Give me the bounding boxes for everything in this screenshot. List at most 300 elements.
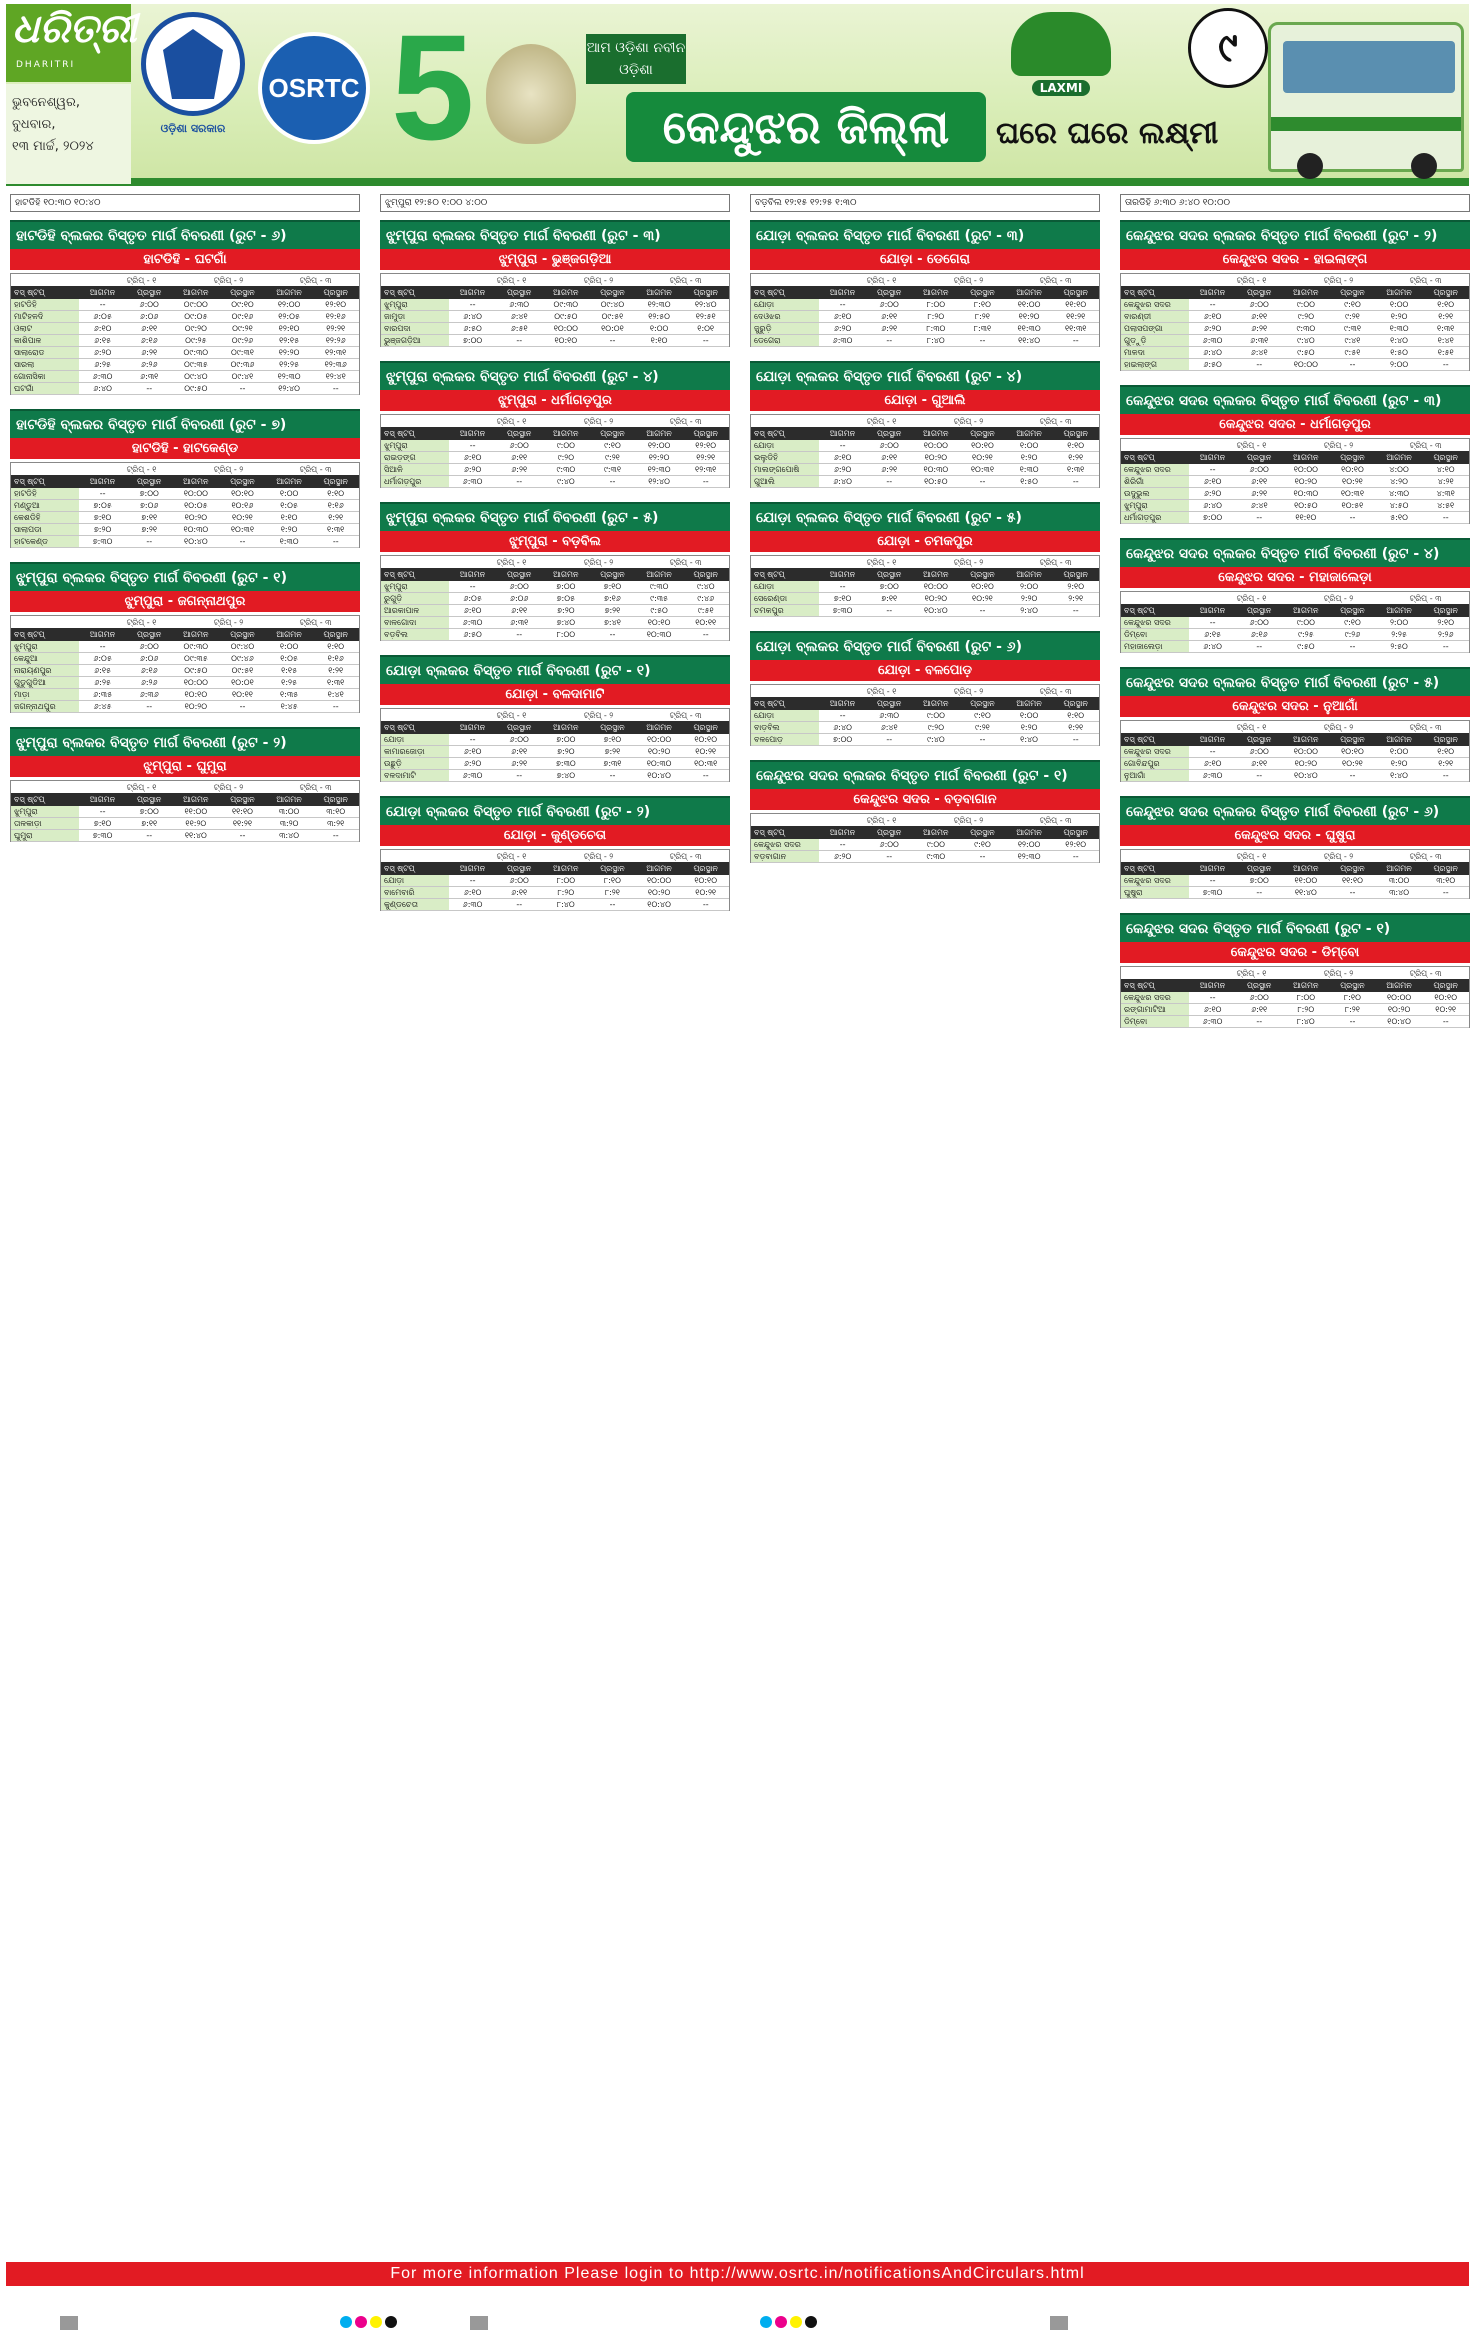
route-section	[1120, 538, 1470, 653]
time-cell: ୬:୧୦	[463, 747, 482, 756]
time-cell: ୭:୧୬	[604, 594, 621, 603]
time-cell: ୯:୪୧	[1344, 336, 1361, 345]
time-cell: --	[146, 702, 153, 711]
time-cell: --	[99, 807, 106, 816]
time-cell: --	[332, 384, 339, 393]
table-row	[751, 710, 1099, 722]
time-cell: ୦୯:୨୧	[232, 324, 253, 333]
time-cell: --	[146, 537, 153, 546]
trip-label: ଟ୍ରିପ୍ - ୩	[669, 711, 702, 720]
time-cell: --	[1442, 1017, 1449, 1026]
time-cell: ୬:୩୫	[93, 690, 113, 699]
time-cell: ୦୯:୧୦	[231, 300, 254, 309]
schedule-table	[750, 555, 1100, 617]
osrtc-logo: OSRTC	[258, 32, 370, 144]
stop-name: ବାମେବାରି	[381, 887, 449, 898]
route-section	[750, 220, 1100, 347]
column-header-row	[11, 475, 359, 488]
time-cell: ୨:୦୦	[1019, 582, 1039, 591]
trip-label: ଟ୍ରିପ୍ - ୨	[583, 417, 614, 426]
color-dot	[805, 2316, 817, 2328]
time-cell: --	[332, 537, 339, 546]
time-cell: ୧:୦୦	[1019, 711, 1039, 720]
trip-spacer	[11, 463, 98, 475]
time-cell: ୧:୨୧	[328, 513, 344, 522]
time-cell: ୬:୨୦	[833, 852, 852, 861]
time-cell: ୮:୨୦	[557, 888, 575, 897]
stop-name: ହାଟକେଣ୍ଡ	[11, 536, 79, 547]
time-cell: ୮:୧୦	[604, 876, 621, 885]
time-cell: ୬:୦୦	[509, 735, 529, 744]
departure-header: ପ୍ରସ୍ଥାନ	[1340, 864, 1365, 873]
stop-name: ଗୋବିନ୍ଦପୁର	[1121, 758, 1189, 769]
time-cell: ୧୨:୧୦	[325, 300, 347, 309]
stop-header: ବସ୍ ଷ୍ଟପ୍	[14, 795, 45, 804]
time-cell: ୧୦:୩୦	[646, 759, 672, 768]
time-cell: ୨:୧୦	[1437, 618, 1455, 627]
time-cell: ୧୦:୧୦	[694, 876, 718, 885]
route-section	[380, 502, 730, 641]
continued-table-row: ତାରଡିହି ୬:୩୦ ୬:୪୦ ୧୦:୦୦	[1120, 194, 1470, 212]
time-cell: ୦୯:୫୧	[231, 666, 254, 675]
newspaper-header	[6, 4, 1469, 186]
stop-name: ରାଇଡ଼ଙ୍ଗ	[381, 452, 449, 463]
arrival-header: ଆଗମନ	[1199, 981, 1226, 990]
stop-name: ସାଲାପଡା	[11, 524, 79, 535]
departure-header: ପ୍ରସ୍ଥାନ	[230, 288, 255, 297]
table-row	[11, 701, 359, 713]
time-cell: ୧୨:୦୦	[1017, 840, 1041, 849]
time-cell: ୧:୩୧	[327, 525, 345, 534]
time-cell: ୦୯:୪୦	[230, 642, 255, 651]
stop-name: ବଡ଼ବାଗାନ	[751, 851, 819, 862]
time-cell: ୭:୦୦	[139, 489, 159, 498]
schedule-table	[1120, 849, 1470, 899]
route-title: କେନ୍ଦୁଝର ସଦର ବ୍ଲକର ବିସ୍ତୃତ ମାର୍ଗ ବିବରଣୀ (ରୁଟ - ୪)	[1120, 538, 1470, 567]
time-cell: ୬:୦୫	[93, 654, 112, 663]
time-cell: --	[239, 384, 246, 393]
time-cell: --	[146, 831, 153, 840]
time-cell: ୬:୦୦	[1249, 300, 1269, 309]
schedule-table	[1120, 273, 1470, 371]
time-cell: ୭:୦୬	[139, 501, 159, 510]
stop-name: ଓଲାଟ	[11, 323, 79, 334]
schedule-table	[380, 708, 730, 782]
time-cell: ୭:୩୦	[1202, 888, 1223, 897]
time-cell: ୧୧:୨୧	[232, 819, 253, 828]
time-cell: ୧୨:୪୦	[648, 477, 670, 486]
time-cell: ୭:୪୦	[556, 771, 576, 780]
time-cell: ୧୨:୨୦	[648, 453, 670, 462]
stop-name: ଧର୍ମାଗଡ଼ପୁର	[1121, 512, 1189, 523]
time-cell: ୬:୧୧	[511, 747, 528, 756]
time-cell: ୧:୨୦	[1390, 759, 1408, 768]
trip-label: ଟ୍ରିପ୍ - ୩	[1039, 276, 1072, 285]
arrival-header: ଆଗମନ	[923, 288, 949, 297]
time-cell: --	[99, 642, 106, 651]
time-cell: ୬:୪୦	[93, 384, 112, 393]
table-row	[1121, 770, 1469, 782]
time-cell: ୯:୦୦	[926, 840, 945, 849]
departure-header: ପ୍ରସ୍ଥାନ	[230, 630, 255, 639]
route-title: କେନ୍ଦୁଝର ସଦର ବ୍ଲକର ବିସ୍ତୃତ ମାର୍ଗ ବିବରଣୀ (ରୁଟ - ୬)	[1120, 796, 1470, 825]
time-cell: ୬:୩୬	[139, 690, 159, 699]
table-row	[11, 536, 359, 548]
time-cell: ୬:୫୧	[510, 324, 528, 333]
trip-header-row	[11, 780, 359, 793]
departure-header: ପ୍ରସ୍ଥାନ	[136, 477, 162, 486]
time-cell: ୬:୫୦	[1203, 360, 1222, 369]
departure-header: ପ୍ରସ୍ଥାନ	[1063, 828, 1088, 837]
time-cell: ୧:୦୦	[279, 642, 299, 651]
departure-header: ପ୍ରସ୍ଥାନ	[136, 795, 162, 804]
trip-header-row	[751, 414, 1099, 427]
time-cell: --	[979, 336, 986, 345]
time-cell: ୬:୦୦	[139, 642, 159, 651]
trip-header-row	[1121, 438, 1469, 451]
trip-spacer	[1121, 274, 1208, 286]
column-header-row	[1121, 862, 1469, 875]
time-cell: ୬:୪୦	[1203, 501, 1222, 510]
table-row	[11, 806, 359, 818]
time-cell: ୧:୧୦	[327, 489, 345, 498]
time-cell: --	[1072, 852, 1079, 861]
time-cell: ୧:୨୧	[1068, 723, 1084, 732]
trip-header-row	[1121, 591, 1469, 604]
arrival-header: ଆଗମନ	[1293, 288, 1319, 297]
arrival-header: ଆଗମନ	[459, 288, 486, 297]
time-cell: ୮:୪୦	[1296, 1017, 1315, 1026]
time-cell: --	[239, 537, 246, 546]
time-cell: ୬:୦୦	[509, 876, 529, 885]
time-cell: ୪:୩୦	[1389, 489, 1410, 498]
departure-header: ପ୍ରସ୍ଥାନ	[600, 864, 625, 873]
arrival-header: ଆଗମନ	[923, 828, 949, 837]
schedule-table	[10, 615, 360, 713]
time-cell: ୧:୧୦	[280, 513, 298, 522]
trip-label: ଟ୍ରିପ୍ - ୩	[1409, 594, 1442, 603]
time-cell: ୧୨:୩୦	[647, 300, 671, 309]
time-cell: ୦୯:୩୦	[183, 642, 209, 651]
table-row	[751, 839, 1099, 851]
time-cell: ୭:୨୦	[93, 525, 112, 534]
time-cell: ୮:୨୦	[927, 312, 945, 321]
table-row	[751, 581, 1099, 593]
time-cell: ୧୨:୦୦	[277, 300, 301, 309]
time-cell: ୧:୧୦	[1067, 441, 1085, 450]
arrival-header: ଆଗମନ	[1386, 864, 1412, 873]
table-row	[1121, 617, 1469, 629]
time-cell: --	[1072, 336, 1079, 345]
time-cell: ୬:୨୧	[511, 759, 528, 768]
time-cell: ୧୧:୩୧	[1064, 324, 1087, 333]
time-cell: --	[702, 477, 709, 486]
color-dot	[775, 2316, 787, 2328]
time-cell: ୧୧:୪୦	[1294, 888, 1317, 897]
trip-label: ଟ୍ରିପ୍ - ୨	[583, 276, 614, 285]
five-t-logo: 5	[391, 3, 475, 171]
stop-name: ଘୁଷୁରା	[1121, 887, 1189, 898]
registration-mark	[340, 2316, 397, 2328]
arrival-header: ଆଗମନ	[1386, 453, 1412, 462]
time-cell: ୯:୩୧	[603, 465, 622, 474]
departure-header: ପ୍ରସ୍ଥାନ	[1246, 864, 1272, 873]
route-section	[380, 796, 730, 911]
route-title: ଯୋଡ଼ା ବ୍ଲକର ବିସ୍ତୃତ ମାର୍ଗ ବିବରଣୀ (ରୁଟ - ୧)	[380, 655, 730, 684]
time-cell: ୬:୩୦	[1202, 771, 1223, 780]
footer-info-link[interactable]: For more information Please login to http://www.osrtc.in/notificationsAndCirculars.html	[6, 2262, 1469, 2286]
stop-header: ବସ୍ ଷ୍ଟପ୍	[754, 828, 785, 837]
time-cell: ୧୦:୫୦	[1294, 501, 1318, 510]
trip-label: ଟ୍ରିପ୍ - ୩	[1409, 723, 1442, 732]
time-cell: ୧୦:୧୦	[554, 336, 578, 345]
time-cell: ୧୦:୨୦	[924, 453, 948, 462]
trip-label: ଟ୍ରିପ୍ - ୩	[1039, 417, 1072, 426]
time-cell: ୬:୩୦	[462, 900, 483, 909]
time-cell: ୬:୧୬	[140, 666, 158, 675]
time-cell: ୯:୪୦	[1297, 336, 1315, 345]
stop-name: ରୁଗୁଡ଼ି	[381, 593, 449, 604]
arrival-header: ଆଗମନ	[89, 630, 116, 639]
time-cell: ୧୧:୦୦	[1017, 300, 1041, 309]
time-cell: ୦୯:୧୬	[231, 312, 254, 321]
departure-header: ପ୍ରସ୍ଥାନ	[1340, 981, 1365, 990]
column-header-row	[751, 568, 1099, 581]
route-endpoints: ଝୁମ୍ପୁରା - ବଡ଼ବିଲ	[380, 531, 730, 552]
trip-label: ଟ୍ରିପ୍ - ୩	[1039, 687, 1072, 696]
time-cell: ୯:୨୧	[975, 723, 990, 732]
time-cell: ୦୯:୩୦	[183, 348, 209, 357]
schedule-table	[380, 414, 730, 488]
table-row	[1121, 992, 1469, 1004]
time-cell: ୦୯:୪୧	[231, 372, 254, 381]
time-cell: ୯:୦୦	[556, 441, 575, 450]
stop-name: ହାଇଲାଙ୍ଗ	[1121, 359, 1189, 370]
time-cell: ୩:୧୦	[1436, 876, 1456, 885]
time-cell: ୬:୨୬	[140, 360, 158, 369]
time-cell: ୭:୦୦	[832, 735, 853, 744]
gray-square	[60, 2316, 78, 2330]
stop-header: ବସ୍ ଷ୍ଟପ୍	[1124, 453, 1155, 462]
table-row	[381, 311, 729, 323]
time-cell: ୬:୨୦	[93, 348, 112, 357]
schedule-table	[750, 684, 1100, 746]
time-cell: --	[1209, 993, 1216, 1002]
stop-name: ମାଟିହଳଦି	[11, 311, 79, 322]
route-title: କେନ୍ଦୁଝର ସଦର ବ୍ଲକର ବିସ୍ତୃତ ମାର୍ଗ ବିବରଣୀ (ରୁଟ - ୧)	[750, 760, 1100, 789]
time-cell: ୮:୧୦	[1344, 993, 1361, 1002]
registration-mark	[470, 2316, 488, 2330]
column-header-row	[11, 793, 359, 806]
trip-header-row	[1121, 720, 1469, 733]
trip-label: ଟ୍ରିପ୍ - ୩	[1409, 852, 1442, 861]
table-row	[381, 887, 729, 899]
time-cell: ୬:୧୫	[94, 336, 112, 345]
stop-name: ଜୁରୁଡ଼ି	[751, 323, 819, 334]
stop-name: ବଳପୋଡ଼	[751, 734, 819, 745]
time-cell: --	[469, 735, 476, 744]
arrival-header: ଆଗମନ	[646, 288, 672, 297]
route-endpoints: ଯୋଡ଼ା - ଚମକପୁର	[750, 531, 1100, 552]
time-cell: ୭:୧୧	[881, 594, 898, 603]
departure-header: ପ୍ରସ୍ଥାନ	[323, 795, 348, 804]
arrival-header: ଆଗମନ	[553, 570, 579, 579]
time-cell: ୯:୦୦	[926, 711, 945, 720]
stop-name: ବାଳଗୋଦା	[381, 617, 449, 628]
stop-name: କେନ୍ଦୁଆ	[11, 653, 79, 664]
departure-header: ପ୍ରସ୍ଥାନ	[876, 699, 902, 708]
time-cell: ୦୯:୦୫	[184, 312, 208, 321]
stop-name: କେନ୍ଦୁଝର ସଦର	[1121, 992, 1189, 1003]
departure-header: ପ୍ରସ୍ଥାନ	[970, 828, 995, 837]
time-cell: ୧୨:୨୧	[696, 453, 716, 462]
time-cell: ୬:୧୦	[1203, 759, 1222, 768]
time-cell: ୧:୪୦	[1390, 336, 1408, 345]
time-cell: ୧୨:୦୫	[278, 312, 300, 321]
stop-name: ଆରକାପାଳ	[381, 605, 449, 616]
trip-header-row	[1121, 273, 1469, 286]
time-cell: ୮:୨୦	[1297, 1005, 1315, 1014]
masthead-title: ଧରିତ୍ରୀ	[12, 6, 137, 52]
table-row	[11, 323, 359, 335]
time-cell: ୬:୧୧	[1251, 1005, 1268, 1014]
time-cell: ୯:୩୧	[1343, 324, 1362, 333]
time-cell: ୬:୩୦	[879, 711, 900, 720]
arrival-header: ଆଗମନ	[183, 630, 209, 639]
time-cell: ୬:୧୧	[881, 453, 898, 462]
time-cell: ୦୯:୩୬	[230, 360, 255, 369]
time-cell: ୧୨:୨୫	[279, 360, 299, 369]
time-cell: ୧୦:୦୦	[1386, 993, 1412, 1002]
time-cell: --	[886, 852, 893, 861]
gray-square	[470, 2316, 488, 2330]
continued-table-row: ବଡ଼ବିଲ ୧୨:୧୫ ୧୨:୨୫ ୧:୩୦	[750, 194, 1100, 212]
trip-label: ଟ୍ରିପ୍ - ୧	[1236, 441, 1267, 450]
time-cell: ୬:୩୦	[509, 300, 530, 309]
table-row	[1121, 875, 1469, 887]
trip-label: ଟ୍ରିପ୍ - ୧	[1236, 594, 1267, 603]
time-cell: ୬:୧୫	[1204, 630, 1222, 639]
time-cell: ୬:୦୦	[509, 441, 529, 450]
color-dot	[790, 2316, 802, 2328]
time-cell: ୧୨:୧୦	[278, 324, 300, 333]
stop-name: ଯୋଡ଼ା	[381, 734, 449, 745]
stop-name: ଝୁମ୍ପୁରା	[381, 581, 449, 592]
timetable-column-2	[380, 194, 730, 2259]
gray-square	[1050, 2316, 1068, 2330]
stop-name: ଗୁଡୁଗୁଡିଆ	[11, 677, 79, 688]
trip-spacer	[751, 274, 838, 286]
arrival-header: ଆଗମନ	[923, 699, 949, 708]
trip-label: ଟ୍ରିପ୍ - ୨	[213, 276, 244, 285]
departure-header: ପ୍ରସ୍ଥାନ	[323, 288, 348, 297]
trip-label: ଟ୍ରିପ୍ - ୧	[866, 417, 897, 426]
arrival-header: ଆଗମନ	[923, 429, 949, 438]
table-row	[751, 299, 1099, 311]
time-cell: ୧୦:୦୧	[601, 324, 624, 333]
time-cell: ୬:୧୦	[833, 453, 852, 462]
table-row	[381, 629, 729, 641]
time-cell: ୬:୦୫	[93, 312, 112, 321]
time-cell: ୧:୧୦	[327, 642, 345, 651]
time-cell: ୦୯:୩୫	[183, 654, 208, 663]
departure-header: ପ୍ରସ୍ଥାନ	[1340, 288, 1365, 297]
time-cell: ୯:୧୦	[1344, 618, 1361, 627]
departure-header: ପ୍ରସ୍ଥାନ	[136, 288, 162, 297]
time-cell: ୭:୧୦	[603, 735, 622, 744]
stop-name: ବାରଣ୍ଡୀ	[1121, 311, 1189, 322]
trip-label: ଟ୍ରିପ୍ - ୩	[1409, 441, 1442, 450]
trip-label: ଟ୍ରିପ୍ - ୧	[496, 852, 527, 861]
time-cell: ୧:୦୦	[1389, 747, 1409, 756]
table-row	[751, 605, 1099, 617]
time-cell: ୧୦:୪୦	[647, 771, 671, 780]
time-cell: ୬:୧୦	[1203, 312, 1222, 321]
departure-header: ପ୍ରସ୍ଥାନ	[693, 288, 718, 297]
route-title: ଯୋଡ଼ା ବ୍ଲକର ବିସ୍ତୃତ ମାର୍ଗ ବିବରଣୀ (ରୁଟ - ୬)	[750, 631, 1100, 660]
time-cell: ୬:୦୬	[139, 654, 159, 663]
arrival-header: ଆଗମନ	[276, 288, 302, 297]
time-cell: ୧୧:୦୦	[184, 807, 208, 816]
time-cell: ୯:୫୦	[1297, 348, 1315, 357]
time-cell: ୧:୧୦	[1437, 300, 1455, 309]
time-cell: ୩:୪୦	[1389, 888, 1410, 897]
departure-header: ପ୍ରସ୍ଥାନ	[693, 570, 718, 579]
time-cell: ୬:୨୧	[881, 465, 898, 474]
departure-header: ପ୍ରସ୍ଥାନ	[323, 630, 348, 639]
route-endpoints: ଝୁମ୍ପୁରା - ଭୁଞ୍ଜଗଡ଼ିଆ	[380, 249, 730, 270]
stop-name: ଗୁଆଲି	[751, 476, 819, 487]
table-row	[381, 581, 729, 593]
time-cell: ୧୨:୩୦	[277, 372, 301, 381]
time-cell: ୧:୨୧	[1068, 453, 1084, 462]
schedule-table	[750, 414, 1100, 488]
trip-spacer	[381, 850, 468, 862]
arrival-header: ଆଗମନ	[1016, 570, 1042, 579]
time-cell: ୧୨:୩୧	[695, 465, 717, 474]
time-cell: ୦୯:୪୦	[600, 300, 625, 309]
route-title: ଝୁମ୍ପୁରା ବ୍ଲକର ବିସ୍ତୃତ ମାର୍ଗ ବିବରଣୀ (ରୁଟ - ୩)	[380, 220, 730, 249]
time-cell: ୧୦:୨୧	[1342, 759, 1363, 768]
time-cell: --	[839, 840, 846, 849]
route-endpoints: ଯୋଡ଼ା - ବଳଦାମାଟି	[380, 684, 730, 705]
table-row	[1121, 500, 1469, 512]
trip-spacer	[11, 274, 98, 286]
arrival-header: ଆଗମନ	[553, 288, 579, 297]
time-cell: --	[1209, 300, 1216, 309]
color-dot	[370, 2316, 382, 2328]
time-cell: ୬:୪୫	[93, 702, 112, 711]
time-cell: ୧୦:୩୦	[183, 525, 209, 534]
time-cell: ୧:୫୦	[1020, 477, 1038, 486]
stop-header: ବସ୍ ଷ୍ଟପ୍	[14, 477, 45, 486]
table-row	[381, 605, 729, 617]
time-cell: ୬:୨୬	[140, 678, 158, 687]
route-section	[750, 502, 1100, 617]
trip-spacer	[1121, 592, 1208, 604]
stop-name: କେନ୍ଦୁଝର ସଦର	[1121, 746, 1189, 757]
time-cell: ୧:୦୦	[1019, 441, 1039, 450]
time-cell: ୬:୧୦	[463, 888, 482, 897]
stop-name: ବଳଦାମାଟି	[381, 770, 449, 781]
time-cell: ୪:୩୧	[1436, 489, 1455, 498]
time-cell: ୭:୨୦	[557, 747, 575, 756]
time-cell: ୧୦:୨୧	[1342, 477, 1363, 486]
schedule-table	[1120, 438, 1470, 524]
departure-header: ପ୍ରସ୍ଥାନ	[600, 723, 625, 732]
departure-header: ପ୍ରସ୍ଥାନ	[506, 288, 532, 297]
time-cell: ୮:୧୦	[974, 300, 991, 309]
